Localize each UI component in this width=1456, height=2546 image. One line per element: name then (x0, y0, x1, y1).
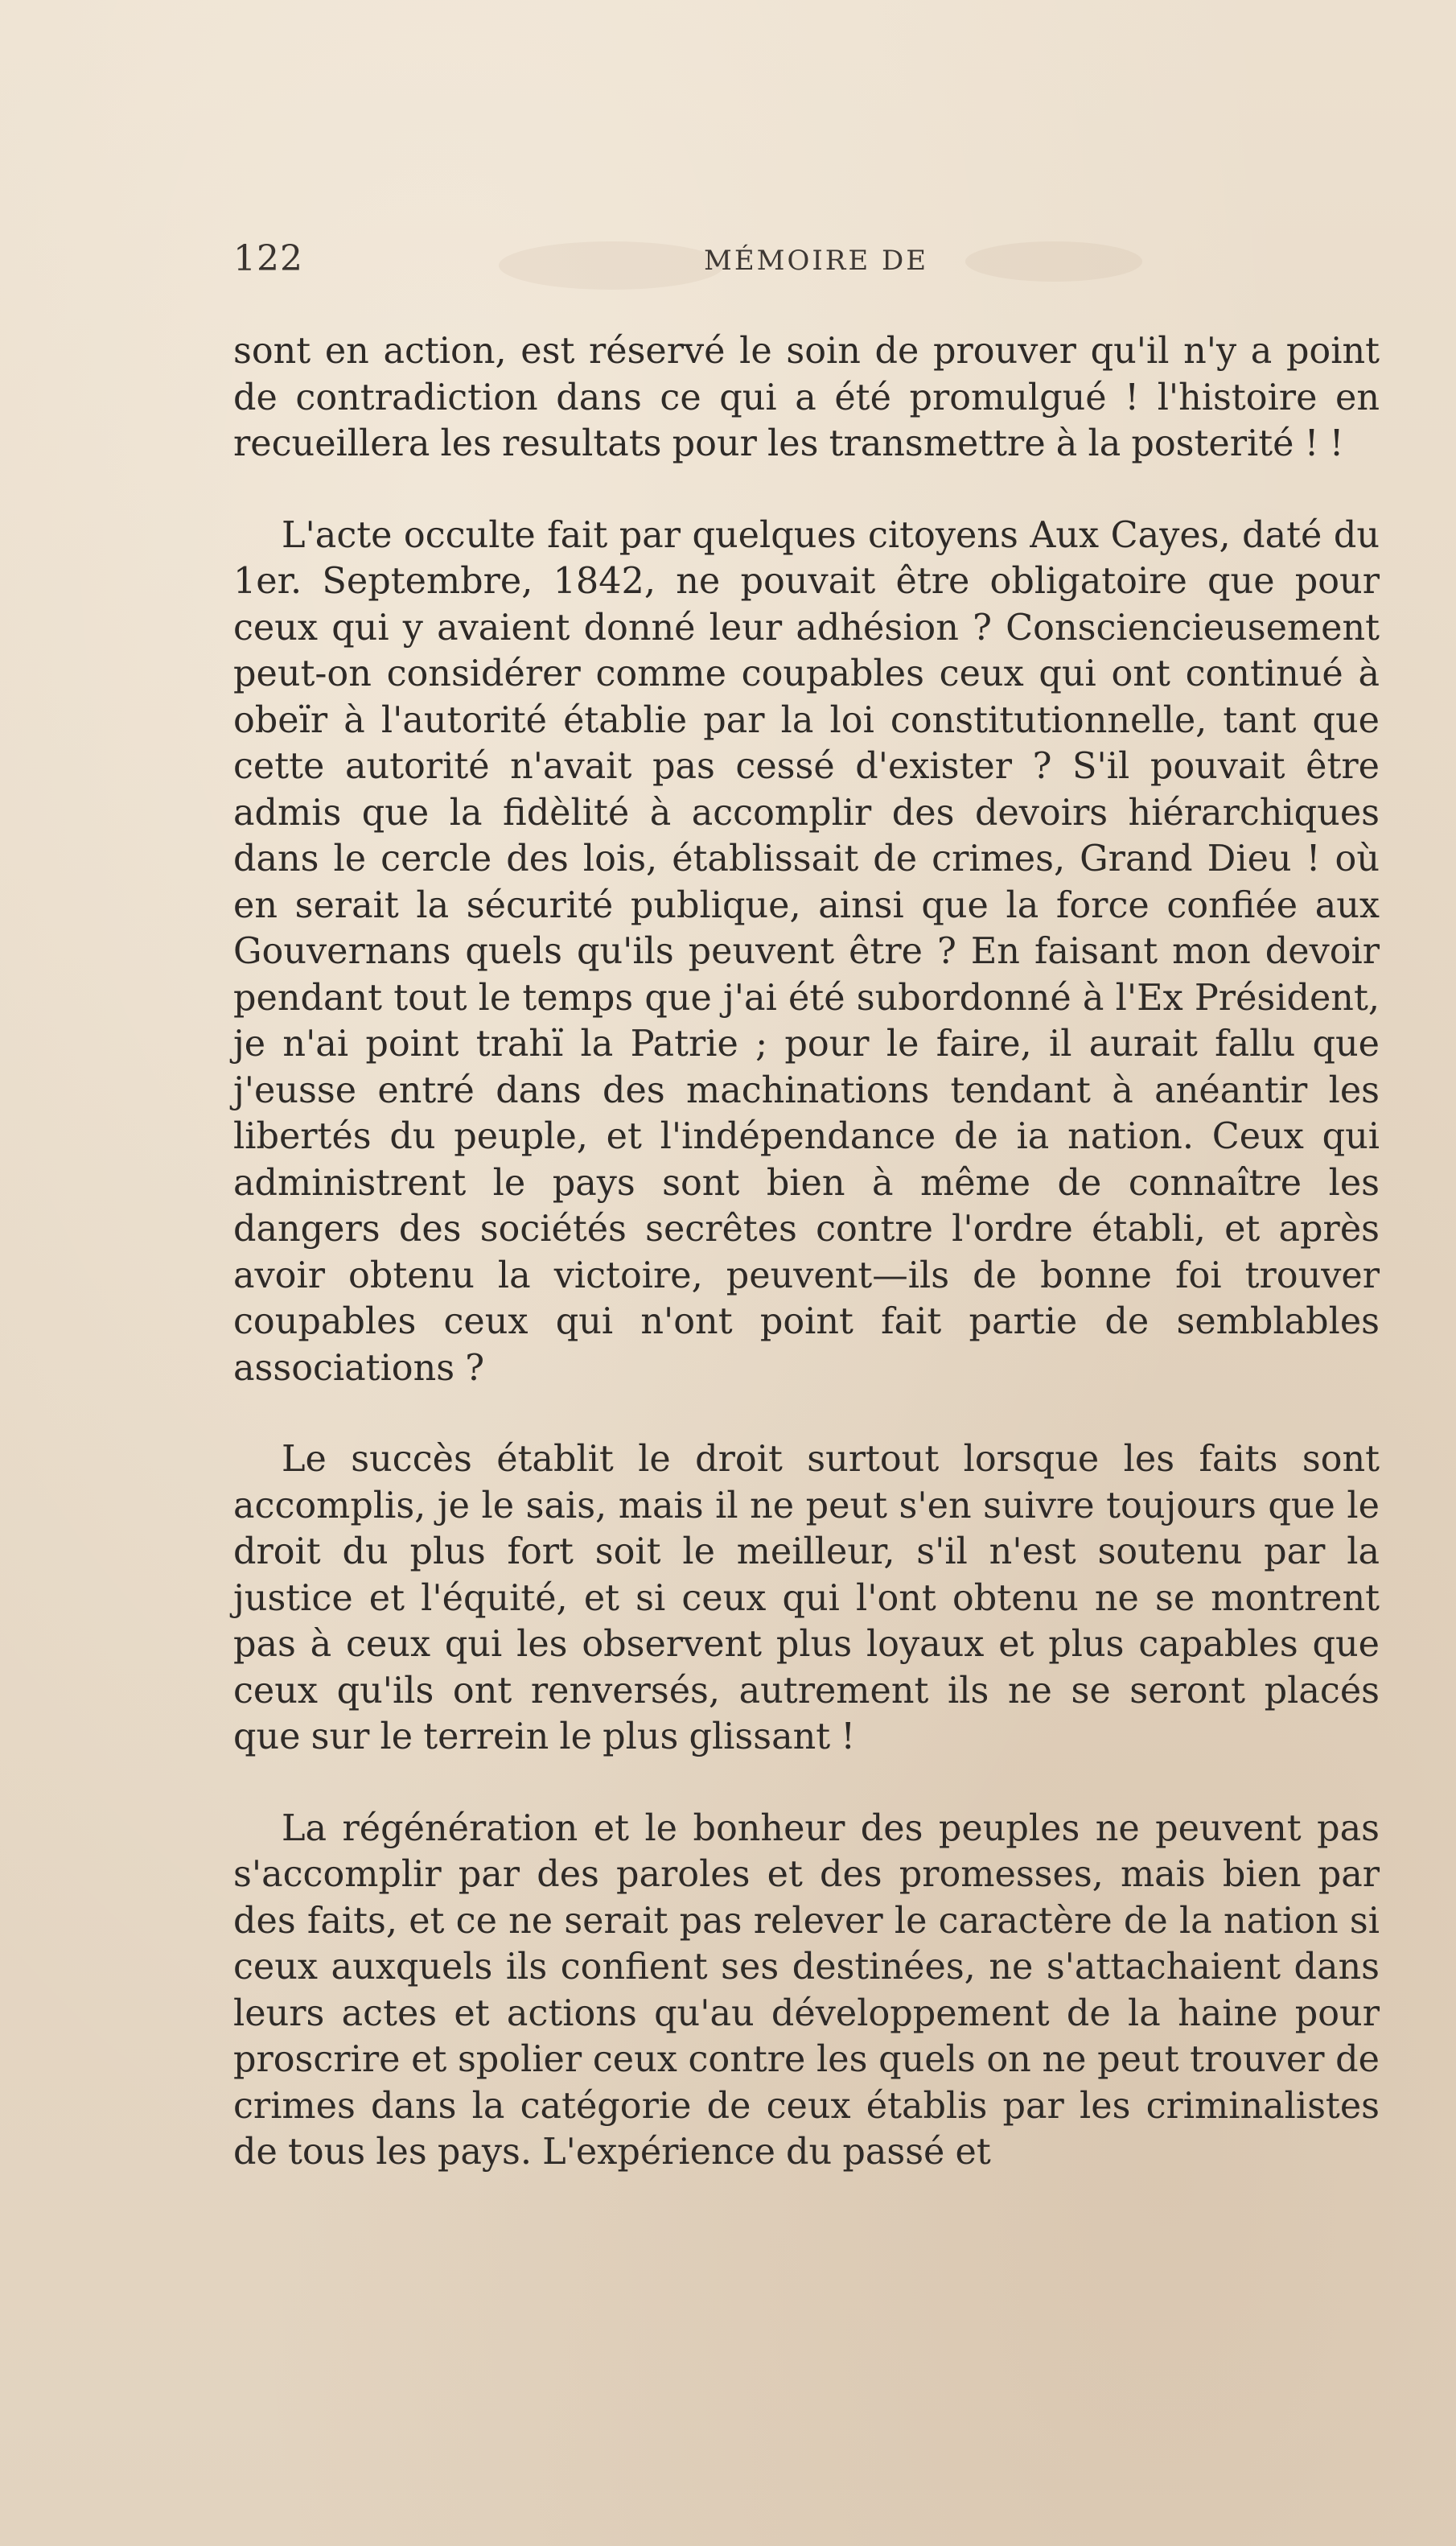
page-number: 122 (233, 238, 303, 279)
paragraph: sont en action, est réservé le soin de prouver qu'il n'y a point de contradiction dans ce qui a été promulgué ! l'histoire en recueillera les resultats pour les transmettre à la posterité ! ! (233, 331, 1380, 464)
paragraph: Le succès établit le droit surtout lorsque les faits sont accomplis, je le sais, mais il ne peut s'en suivre toujours que le droit du plus fort soit le meilleur, s'il n'est soutenu par la justice et l'équité, et si ceux qui l'ont obtenu ne se montrent pas à ceux qui les observent plus loyaux et plus capables que ceux qu'ils ont renversés, autrement ils ne se seront placés que sur le terrein le plus glissant ! (233, 1439, 1380, 1757)
running-head (233, 238, 1380, 286)
paragraph: La régénération et le bonheur des peuples ne peuvent pas s'accomplir par des paroles et des promesses, mais bien par des faits, et ce ne serait pas relever le caractère de la nation si ceux auxquels ils confient ses destinées, ne s'attachaient dans leurs actes et actions qu'au développement de la haine pour proscrire et spolier ceux contre les quels on ne peut trouver de crimes dans la catégorie de ceux établis par les criminalistes de tous les pays. L'expérience du passé et (233, 1807, 1380, 2173)
running-title: MÉMOIRE DE (704, 245, 929, 277)
body-text (233, 328, 1380, 2221)
paragraph: L'acte occulte fait par quelques citoyens Aux Cayes, daté du 1er. Septembre, 1842, ne pouvait être obligatoire que pour ceux qui y avaient donné leur adhésion ? Consciencieusement peut-on considérer comme coupables ceux qui ont continué à obeïr à l'autorité établie par la loi constitutionnelle, tant que cette autorité n'avait pas cessé d'exister ? S'il pouvait être admis que la fidèlité à accomplir des devoirs hiérarchiques dans le cercle des lois, établissait de crimes, Grand Dieu ! où en serait la sécurité publique, ainsi que la force confiée aux Gouvernans quels qu'ils peuvent être ? En faisant mon devoir pendant tout le temps que j'ai été subordonné à l'Ex Président, je n'ai point trahï la Patrie ; pour le faire, il aurait fallu que j'eusse entré dans des machinations tendant à anéantir les libertés du peuple, et l'indépendance de ia nation. Ceux qui administrent le pays sont bien à même de connaître les dangers des sociétés secrêtes contre l'ordre établi, et après avoir obtenu la victoire, peuvent—ils de bonne foi trouver coupables ceux qui n'ont point fait partie de semblables associations ? (233, 514, 1380, 1389)
